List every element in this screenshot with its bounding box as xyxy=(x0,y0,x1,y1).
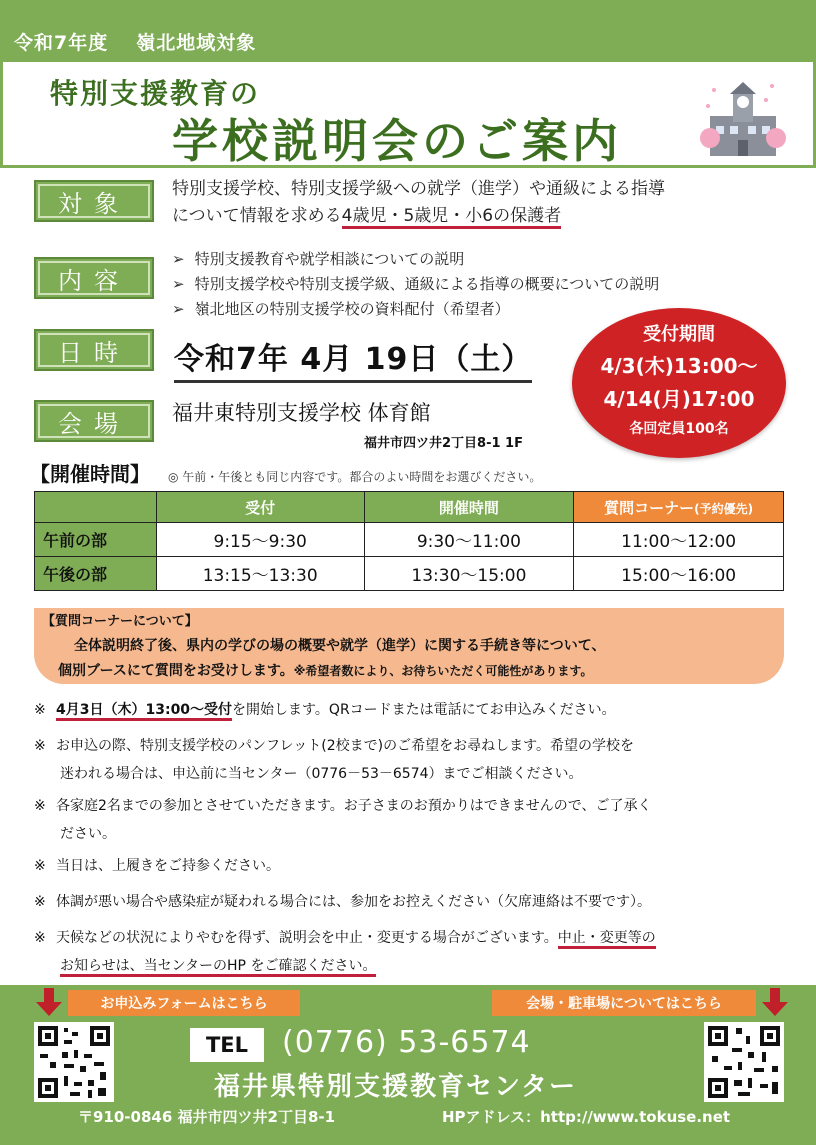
hp-notice: お知らせは、当センターのHP をご確認ください。 xyxy=(60,958,376,977)
note-item: ※ 体調が悪い場合や感染症が疑われる場合には、参加をお控えください（欠席連絡は不要です）。 xyxy=(34,894,651,910)
qa-line1: 全体説明終了後、県内の学びの場の概要や就学（進学）に関する手続き等について、 xyxy=(74,638,606,654)
venue-parking-link[interactable]: 会場・駐車場についてはこちら xyxy=(492,990,756,1016)
qa-heading: 【質問コーナーについて】 xyxy=(42,614,198,629)
column-header: 開催時間 xyxy=(364,492,574,523)
reception-heading: 受付期間 xyxy=(643,324,715,345)
row-header: 午後の部 xyxy=(35,557,157,591)
header-label xyxy=(14,28,256,55)
reception-start: 4/3(木)13:00～ xyxy=(600,354,758,378)
target-text xyxy=(172,176,665,230)
table-header-row xyxy=(35,492,784,523)
title-line1: 特別支援教育の xyxy=(50,77,261,110)
venue-address: 福井市四ツ井2丁目8-1 1F xyxy=(364,436,523,451)
target-region: 嶺北地域対象 xyxy=(136,32,257,54)
table-cell: 9:15～9:30 xyxy=(156,523,364,557)
section-label-venue: 会場 xyxy=(34,400,154,442)
column-header: 質問コーナー(予約優先) xyxy=(574,492,784,523)
homepage-url[interactable]: HPアドレス：http://www.tokuse.net xyxy=(442,1108,731,1126)
column-header: 受付 xyxy=(156,492,364,523)
fiscal-year: 令和7年度 xyxy=(14,32,109,54)
qa-line2: 個別ブースにて質問をお受けします。※希望者数により、お待ちいただく可能性があります。 xyxy=(58,663,593,679)
qa-info-box xyxy=(34,608,784,684)
note-item: ※ 各家庭2名までの参加とさせていただきます。お子さまのお預かりはできませんので、ご了承く ださい。 xyxy=(34,798,652,842)
table-cell: 13:30～15:00 xyxy=(364,557,574,591)
reception-capacity: 各回定員100名 xyxy=(629,421,729,437)
table-row xyxy=(35,523,784,557)
section-label-datetime: 日時 xyxy=(34,329,154,371)
tel-label: TEL xyxy=(190,1028,264,1062)
qr-code-icon[interactable] xyxy=(34,1022,114,1102)
note-item: ※ お申込の際、特別支援学校のパンフレット(2校まで)のご希望をお尋ねします。希望の学校を 迷われる場合は、申込前に当センター（0776－53－6574）までご相談ください。 xyxy=(34,738,635,782)
school-illustration xyxy=(700,76,786,162)
application-form-link[interactable]: お申込みフォームはこちら xyxy=(68,990,300,1016)
reception-end: 4/14(月)17:00 xyxy=(603,387,755,411)
list-item: ➢ 特別支援学校や特別支援学級、通級による指導の概要についての説明 xyxy=(172,272,659,297)
arrow-down-icon xyxy=(760,988,790,1018)
arrow-down-icon xyxy=(34,988,64,1018)
schedule-title: 【開催時間】 xyxy=(30,462,150,486)
table-cell: 11:00～12:00 xyxy=(574,523,784,557)
organization-name: 福井県特別支援教育センター xyxy=(214,1072,577,1102)
content-list xyxy=(172,247,659,322)
table-row xyxy=(35,557,784,591)
footer-address: 〒910-0846 福井市四ツ井2丁目8-1 xyxy=(78,1108,336,1126)
venue-name: 福井東特別支援学校 体育館 xyxy=(172,401,431,425)
application-start: 4月3日（木）13:00～受付 xyxy=(56,702,232,721)
table-cell: 15:00～16:00 xyxy=(574,557,784,591)
section-label-target: 対象 xyxy=(34,180,154,222)
note-item: ※ 当日は、上履きをご持参ください。 xyxy=(34,858,280,874)
target-line2: について情報を求める4歳児・5歳児・小6の保護者 xyxy=(172,203,665,230)
section-label-content: 内容 xyxy=(34,257,154,299)
schedule-table xyxy=(34,491,784,591)
table-cell: 9:30～11:00 xyxy=(364,523,574,557)
list-item: ➢ 特別支援教育や就学相談についての説明 xyxy=(172,247,659,272)
event-date: 令和7年 4月 19日（土） xyxy=(174,334,532,383)
target-audience: 4歳児・5歳児・小6の保護者 xyxy=(342,206,561,229)
list-item: ➢ 嶺北地区の特別支援学校の資料配付（希望者） xyxy=(172,297,659,322)
schedule-note: ◎ 午前・午後とも同じ内容です。都合のよい時間をお選びください。 xyxy=(168,470,542,484)
reception-badge xyxy=(572,308,786,458)
target-line1: 特別支援学校、特別支援学級への就学（進学）や通級による指導 xyxy=(172,179,665,199)
qr-code-icon[interactable] xyxy=(704,1022,784,1102)
phone-number[interactable]: (0776) 53-6574 xyxy=(282,1025,531,1060)
table-cell: 13:15～13:30 xyxy=(156,557,364,591)
page-title: 学校説明会のご案内 xyxy=(172,114,622,168)
row-header: 午前の部 xyxy=(35,523,157,557)
note-item: ※ 天候などの状況によりやむを得ず、説明会を中止・変更する場合がございます。中止・変更等の お知らせは、当センターのHP をご確認ください。 xyxy=(34,924,804,980)
note-item: ※ 4月3日（木）13:00～受付を開始します。QRコードまたは電話にてお申込みください。 xyxy=(34,696,804,724)
table-corner xyxy=(35,492,157,523)
